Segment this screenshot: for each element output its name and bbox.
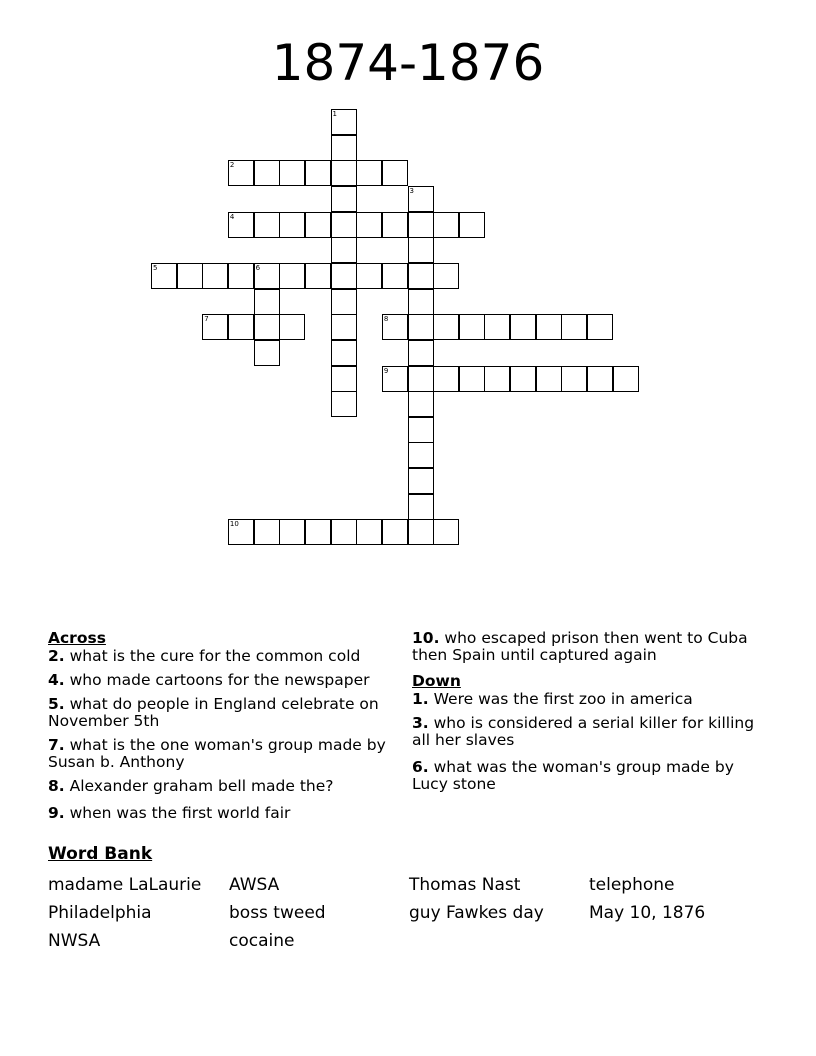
crossword-cell[interactable] — [305, 263, 331, 289]
clue-down-1 — [412, 691, 772, 708]
crossword-cell[interactable] — [305, 519, 331, 545]
crossword-cell[interactable] — [408, 519, 434, 545]
clue-text: what is the one woman's group made by Susan b. Anthony — [48, 736, 386, 771]
clue-text: when was the first world fair — [69, 804, 291, 822]
crossword-cell[interactable] — [408, 289, 434, 315]
crossword-cell[interactable] — [433, 366, 459, 392]
crossword-cell[interactable] — [536, 314, 562, 340]
crossword-cell[interactable] — [254, 289, 280, 315]
crossword-cell[interactable] — [484, 314, 510, 340]
crossword-cell[interactable] — [433, 519, 459, 545]
clue-number: 6. — [412, 758, 429, 776]
crossword-cell[interactable] — [459, 366, 485, 392]
clue-number: 3. — [412, 714, 429, 732]
clue-number: 1. — [412, 690, 429, 708]
crossword-cell[interactable] — [331, 237, 357, 263]
crossword-cell[interactable] — [408, 417, 434, 443]
crossword-cell[interactable] — [408, 263, 434, 289]
crossword-cell[interactable] — [254, 314, 280, 340]
clue-across-5 — [48, 696, 393, 730]
clue-number: 5. — [48, 695, 65, 713]
clue-text: what is the cure for the common cold — [69, 647, 361, 665]
crossword-cell[interactable] — [228, 314, 254, 340]
crossword-cell[interactable] — [484, 366, 510, 392]
crossword-cell[interactable] — [228, 263, 254, 289]
crossword-cell[interactable] — [331, 289, 357, 315]
clue-across-9 — [48, 805, 393, 822]
word-bank-item: Philadelphia — [48, 903, 152, 923]
clue-across-8 — [48, 778, 393, 795]
crossword-cell[interactable] — [408, 366, 434, 392]
crossword-cell[interactable] — [408, 494, 434, 520]
crossword-cell[interactable] — [279, 314, 305, 340]
crossword-cell[interactable] — [408, 314, 434, 340]
cell-number: 7 — [204, 315, 209, 324]
cell-number: 5 — [153, 263, 158, 272]
cell-number: 4 — [229, 212, 235, 221]
crossword-cell[interactable] — [356, 519, 382, 545]
crossword-cell[interactable] — [382, 519, 408, 545]
crossword-cell[interactable] — [433, 212, 459, 238]
crossword-cell[interactable] — [254, 340, 280, 366]
crossword-cell[interactable] — [459, 212, 485, 238]
word-bank-item: telephone — [589, 875, 675, 895]
crossword-cell[interactable] — [331, 314, 357, 340]
clue-number: 10. — [412, 629, 440, 647]
crossword-cell[interactable] — [356, 263, 382, 289]
crossword-cell[interactable] — [433, 263, 459, 289]
clue-number: 4. — [48, 671, 65, 689]
clue-down-3 — [412, 715, 772, 749]
word-bank-item: Thomas Nast — [409, 875, 521, 895]
crossword-cell[interactable] — [408, 468, 434, 494]
crossword-cell[interactable] — [279, 212, 305, 238]
crossword-cell[interactable] — [613, 366, 639, 392]
cell-number: 2 — [229, 161, 235, 170]
clue-text: who is considered a serial killer for killing all her slaves — [412, 714, 755, 749]
down-heading: Down — [412, 672, 461, 690]
crossword-cell[interactable] — [408, 442, 434, 468]
page-title: 1874-1876 — [271, 34, 545, 92]
crossword-cell[interactable] — [177, 263, 203, 289]
word-bank-item: NWSA — [48, 931, 101, 951]
crossword-cell[interactable] — [254, 160, 280, 186]
crossword-cell[interactable] — [279, 263, 305, 289]
crossword-cell[interactable] — [356, 160, 382, 186]
crossword-cell[interactable] — [331, 263, 357, 289]
word-bank-item: madame LaLaurie — [48, 875, 202, 895]
clue-text: what do people in England celebrate on November 5th — [48, 695, 379, 730]
word-bank-item: May 10, 1876 — [589, 903, 706, 923]
word-bank-item: guy Fawkes day — [409, 903, 544, 923]
crossword-cell[interactable] — [459, 314, 485, 340]
cell-number: 3 — [409, 186, 414, 195]
clue-number: 9. — [48, 804, 65, 822]
crossword-cell[interactable] — [510, 366, 536, 392]
cell-number: 9 — [383, 366, 389, 375]
clue-number: 7. — [48, 736, 65, 754]
word-bank-item: cocaine — [229, 931, 295, 951]
crossword-cell[interactable] — [561, 366, 587, 392]
crossword-cell[interactable] — [331, 391, 357, 417]
clue-across-2 — [48, 648, 393, 665]
cell-number: 10 — [229, 520, 239, 529]
word-bank-item: boss tweed — [229, 903, 326, 923]
clue-text: what was the woman's group made by Lucy stone — [412, 758, 734, 793]
crossword-cell[interactable] — [536, 366, 562, 392]
crossword-cell[interactable] — [331, 160, 357, 186]
clue-down-6 — [412, 759, 772, 793]
clue-text: who made cartoons for the newspaper — [69, 671, 370, 689]
crossword-cell[interactable] — [305, 160, 331, 186]
crossword-cell[interactable] — [331, 340, 357, 366]
crossword-cell[interactable] — [254, 519, 280, 545]
crossword-cell[interactable] — [382, 263, 408, 289]
word-bank-item: AWSA — [229, 875, 280, 895]
cell-number: 8 — [383, 315, 389, 324]
clue-across-7 — [48, 737, 393, 771]
clue-text: who escaped prison then went to Cuba then Spain until captured again — [412, 629, 748, 664]
clue-across-10 — [412, 630, 772, 664]
crossword-cell[interactable] — [356, 212, 382, 238]
crossword-cell[interactable] — [408, 237, 434, 263]
clue-text: Were was the first zoo in america — [433, 690, 693, 708]
crossword-cell[interactable] — [561, 314, 587, 340]
crossword-cell[interactable] — [331, 212, 357, 238]
crossword-cell[interactable] — [587, 366, 613, 392]
clue-across-4 — [48, 672, 393, 689]
cell-number: 6 — [255, 263, 261, 272]
across-clues — [48, 628, 393, 829]
cell-number: 1 — [332, 110, 337, 118]
crossword-cell[interactable] — [587, 314, 613, 340]
crossword-cell[interactable] — [510, 314, 536, 340]
across-heading: Across — [48, 629, 106, 647]
crossword-cell[interactable] — [202, 263, 228, 289]
crossword-cell[interactable] — [408, 391, 434, 417]
clue-text: Alexander graham bell made the? — [69, 777, 334, 795]
crossword-cell[interactable] — [433, 314, 459, 340]
crossword-cell[interactable] — [331, 186, 357, 212]
crossword-cell[interactable] — [408, 212, 434, 238]
crossword-cell[interactable] — [331, 135, 357, 161]
clue-number: 8. — [48, 777, 65, 795]
crossword-cell[interactable] — [279, 519, 305, 545]
word-bank-heading: Word Bank — [48, 844, 153, 864]
crossword-cell[interactable] — [305, 212, 331, 238]
crossword-cell[interactable] — [331, 366, 357, 392]
crossword-cell[interactable] — [254, 212, 280, 238]
clue-number: 2. — [48, 647, 65, 665]
right-clues — [412, 628, 772, 800]
crossword-cell[interactable] — [382, 160, 408, 186]
crossword-cell[interactable] — [279, 160, 305, 186]
crossword-cell[interactable] — [408, 340, 434, 366]
crossword-cell[interactable] — [331, 519, 357, 545]
crossword-cell[interactable] — [382, 212, 408, 238]
